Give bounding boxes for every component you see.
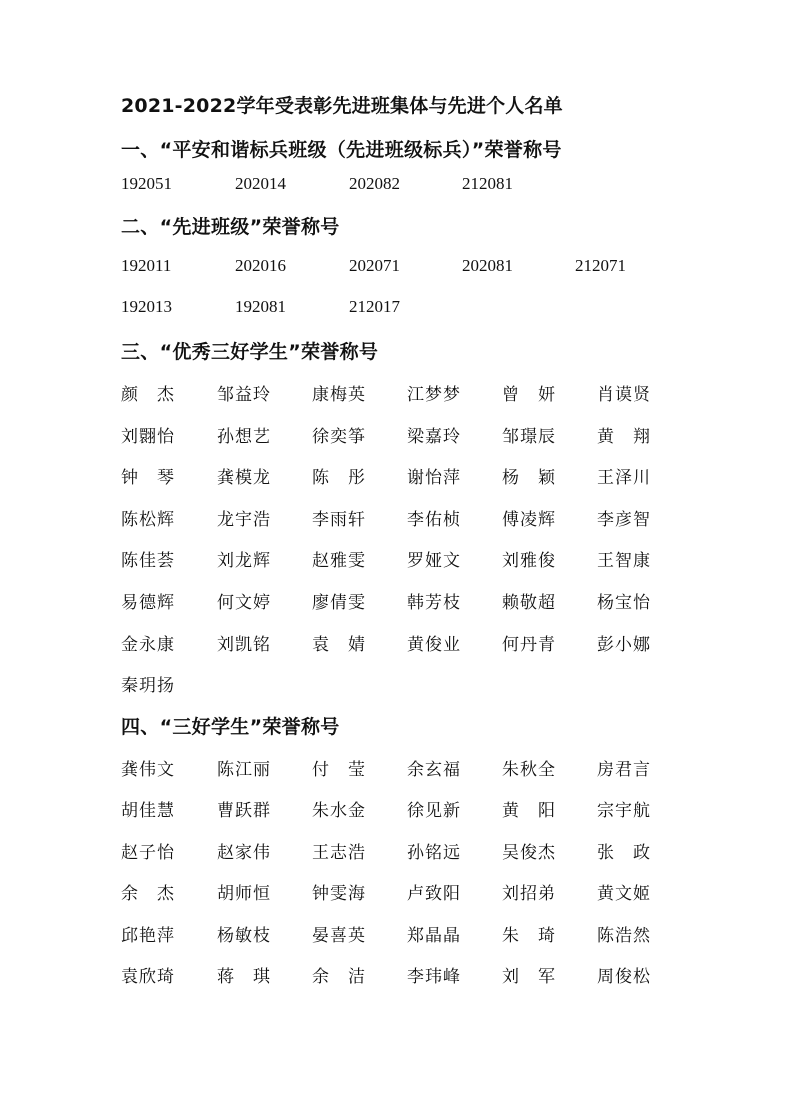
student-name: 刘招弟 xyxy=(502,884,556,904)
student-name: 杨敏枝 xyxy=(217,926,271,946)
student-name: 邱艳萍 xyxy=(121,926,175,946)
student-name: 傅凌辉 xyxy=(502,510,556,530)
student-name: 韩芳枝 xyxy=(407,593,461,613)
student-name: 金永康 xyxy=(121,635,175,655)
student-name: 赵雅雯 xyxy=(312,551,366,571)
student-name: 黄文姬 xyxy=(597,884,651,904)
student-name: 梁嘉玲 xyxy=(407,427,461,447)
student-name: 孙想艺 xyxy=(217,427,271,447)
class-number: 212017 xyxy=(349,297,400,316)
student-name: 袁欣琦 xyxy=(121,967,175,987)
student-name: 曹跃群 xyxy=(217,801,271,821)
student-name: 赵子怡 xyxy=(121,843,175,863)
student-name: 龙宇浩 xyxy=(217,510,271,530)
student-name: 江梦梦 xyxy=(407,385,461,405)
student-name: 袁 婧 xyxy=(312,635,366,655)
student-name: 赖敬超 xyxy=(502,593,556,613)
section-heading: 四、“三好学生”荣誉称号 xyxy=(121,716,340,738)
document-title: 2021-2022学年受表彰先进班集体与先进个人名单 xyxy=(121,95,563,117)
student-name: 胡佳慧 xyxy=(121,801,175,821)
student-name: 李彦智 xyxy=(597,510,651,530)
section-heading: 二、“先进班级”荣誉称号 xyxy=(121,216,340,238)
student-name: 刘龙辉 xyxy=(217,551,271,571)
student-name: 房君言 xyxy=(597,760,651,780)
student-name: 康梅英 xyxy=(312,385,366,405)
student-name: 陈江丽 xyxy=(217,760,271,780)
student-name: 郑晶晶 xyxy=(407,926,461,946)
student-name: 周俊松 xyxy=(597,967,651,987)
student-name: 王志浩 xyxy=(312,843,366,863)
student-name: 颜 杰 xyxy=(121,385,175,405)
class-number: 212071 xyxy=(575,256,626,275)
student-name: 龚伟文 xyxy=(121,760,175,780)
student-name: 余 洁 xyxy=(312,967,366,987)
student-name: 黄 阳 xyxy=(502,801,556,821)
student-name: 钟雯海 xyxy=(312,884,366,904)
student-name: 陈松辉 xyxy=(121,510,175,530)
student-name: 陈浩然 xyxy=(597,926,651,946)
student-name: 易德辉 xyxy=(121,593,175,613)
section-heading: 三、“优秀三好学生”荣誉称号 xyxy=(121,341,379,363)
student-name: 朱秋全 xyxy=(502,760,556,780)
student-name: 孙铭远 xyxy=(407,843,461,863)
class-number: 192081 xyxy=(235,297,286,316)
student-name: 龚模龙 xyxy=(217,468,271,488)
student-name: 付 莹 xyxy=(312,760,366,780)
student-name: 王泽川 xyxy=(597,468,651,488)
student-name: 陈佳荟 xyxy=(121,551,175,571)
student-name: 徐见新 xyxy=(407,801,461,821)
student-name: 宗宇航 xyxy=(597,801,651,821)
student-name: 罗娅文 xyxy=(407,551,461,571)
student-name: 何丹青 xyxy=(502,635,556,655)
student-name: 曾 妍 xyxy=(502,385,556,405)
student-name: 李佑桢 xyxy=(407,510,461,530)
student-name: 钟 琴 xyxy=(121,468,175,488)
student-name: 刘 军 xyxy=(502,967,556,987)
student-name: 王智康 xyxy=(597,551,651,571)
class-number: 192011 xyxy=(121,256,172,275)
student-name: 卢致阳 xyxy=(407,884,461,904)
class-number: 202014 xyxy=(235,174,286,193)
student-name: 廖倩雯 xyxy=(312,593,366,613)
student-name: 彭小娜 xyxy=(597,635,651,655)
student-name: 杨 颖 xyxy=(502,468,556,488)
student-name: 朱 琦 xyxy=(502,926,556,946)
student-name: 李玮峰 xyxy=(407,967,461,987)
section-heading: 一、“平安和谐标兵班级（先进班级标兵）”荣誉称号 xyxy=(121,139,562,161)
student-name: 黄 翔 xyxy=(597,427,651,447)
student-name: 陈 彤 xyxy=(312,468,366,488)
class-number: 202016 xyxy=(235,256,286,275)
student-name: 蒋 琪 xyxy=(217,967,271,987)
student-name: 秦玥扬 xyxy=(121,676,175,696)
student-name: 晏喜英 xyxy=(312,926,366,946)
student-name: 徐奕筝 xyxy=(312,427,366,447)
student-name: 刘凯铭 xyxy=(217,635,271,655)
student-name: 张 政 xyxy=(597,843,651,863)
class-number: 192013 xyxy=(121,297,172,316)
student-name: 何文婷 xyxy=(217,593,271,613)
student-name: 余玄福 xyxy=(407,760,461,780)
student-name: 肖谟贤 xyxy=(597,385,651,405)
student-name: 谢怡萍 xyxy=(407,468,461,488)
student-name: 余 杰 xyxy=(121,884,175,904)
student-name: 刘雅俊 xyxy=(502,551,556,571)
class-number: 202082 xyxy=(349,174,400,193)
student-name: 李雨轩 xyxy=(312,510,366,530)
class-number: 202081 xyxy=(462,256,513,275)
class-number: 202071 xyxy=(349,256,400,275)
student-name: 朱水金 xyxy=(312,801,366,821)
student-name: 邹璟辰 xyxy=(502,427,556,447)
student-name: 赵家伟 xyxy=(217,843,271,863)
class-number: 192051 xyxy=(121,174,172,193)
student-name: 黄俊业 xyxy=(407,635,461,655)
student-name: 刘翾怡 xyxy=(121,427,175,447)
student-name: 吴俊杰 xyxy=(502,843,556,863)
student-name: 胡师恒 xyxy=(217,884,271,904)
student-name: 杨宝怡 xyxy=(597,593,651,613)
student-name: 邹益玲 xyxy=(217,385,271,405)
class-number: 212081 xyxy=(462,174,513,193)
